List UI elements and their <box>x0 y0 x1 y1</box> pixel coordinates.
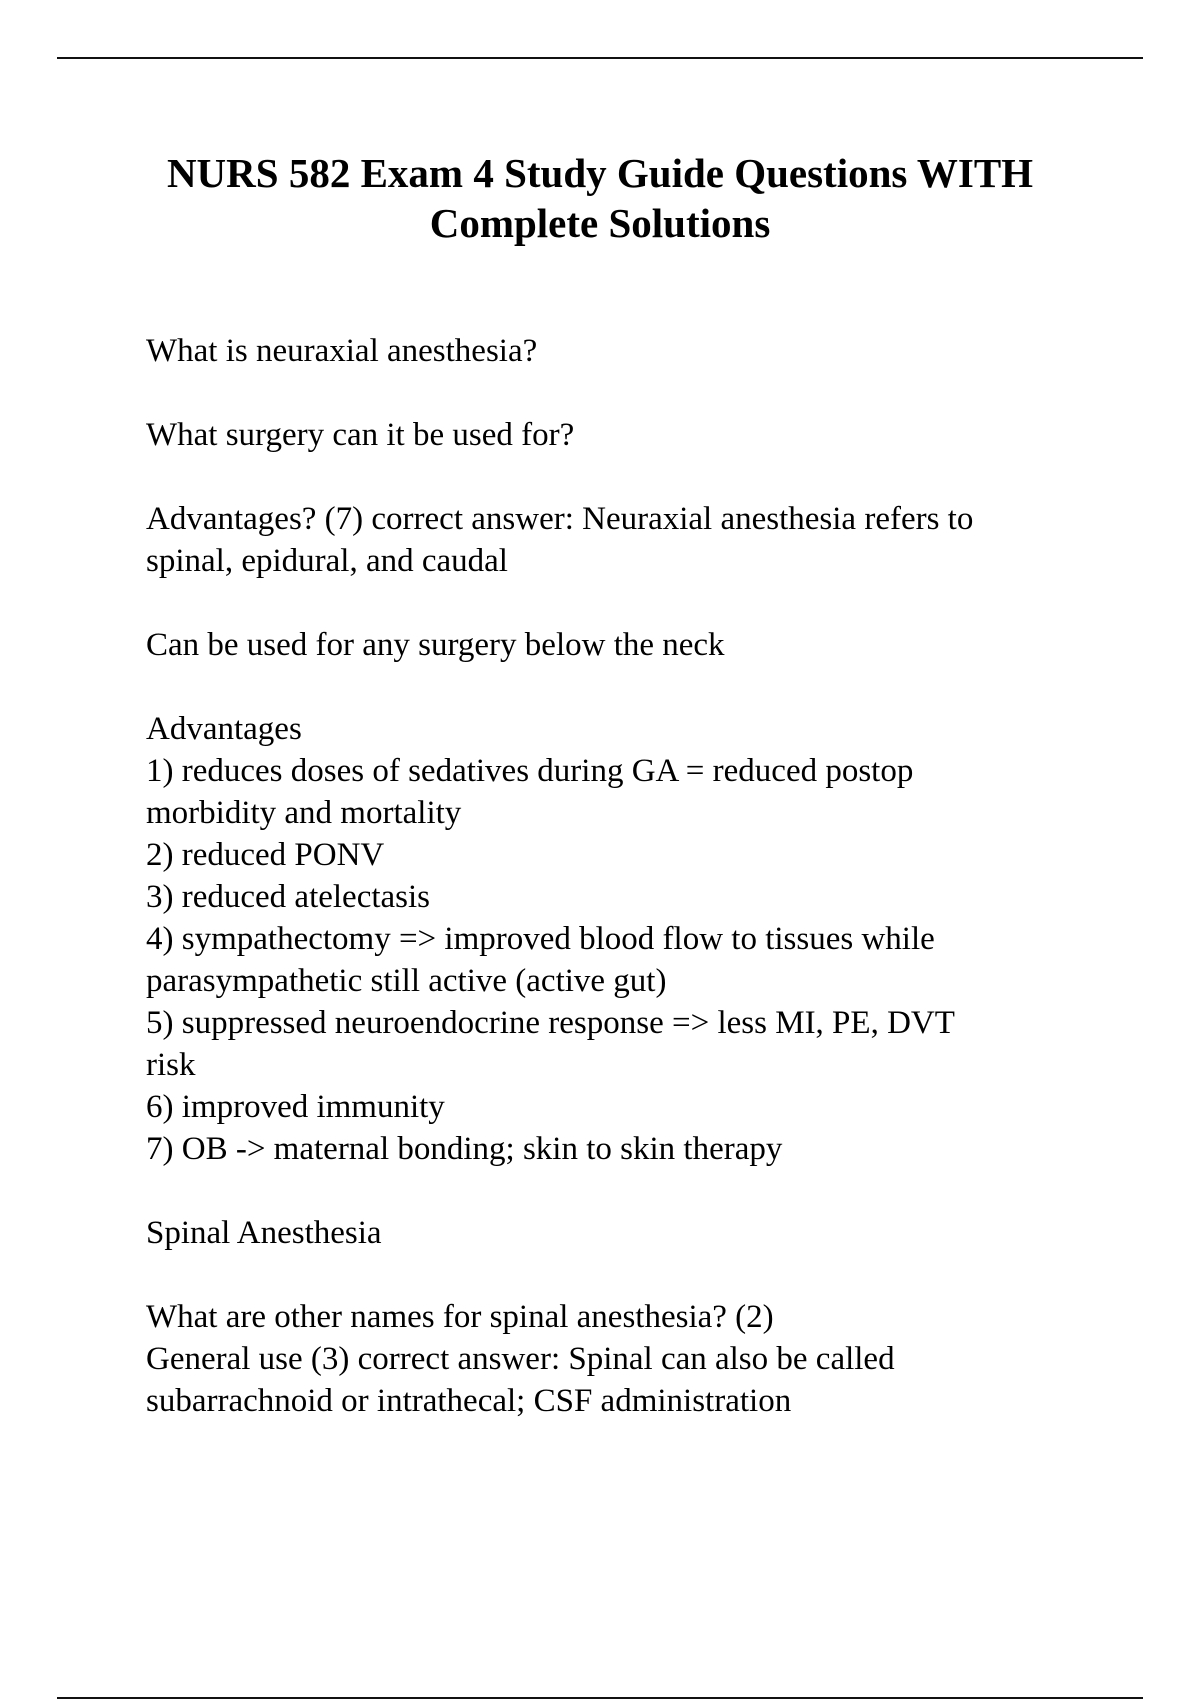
advantage-5-line-1: 5) suppressed neuroendocrine response => less MI, PE, DVT <box>146 1005 955 1041</box>
spinal-heading-block <box>146 1212 1106 1254</box>
question-spinal-line-1: What are other names for spinal anesthesia? (2) <box>146 1299 774 1335</box>
advantage-4-line-1: 4) sympathectomy => improved blood flow to tissues while <box>146 921 935 957</box>
advantage-5-line-2: risk <box>146 1047 196 1083</box>
question-spinal-line-3: subarrachnoid or intrathecal; CSF administration <box>146 1383 792 1419</box>
advantage-4-line-2: parasympathetic still active (active gut) <box>146 963 667 999</box>
question-neuraxial-text: What is neuraxial anesthesia? <box>146 333 538 369</box>
answer-surgery <box>146 624 1106 666</box>
page-title <box>100 148 1100 248</box>
advantage-6: 6) improved immunity <box>146 1089 445 1125</box>
document-body <box>146 330 1106 1464</box>
title-line-2: Complete Solutions <box>429 200 771 246</box>
question-surgery <box>146 414 1106 456</box>
question-neuraxial <box>146 330 1106 372</box>
advantages-heading: Advantages <box>146 711 302 747</box>
top-rule <box>57 57 1143 59</box>
advantage-1-line-1: 1) reduces doses of sedatives during GA = reduced postop <box>146 753 914 789</box>
question-spinal <box>146 1296 1106 1422</box>
advantages-list <box>146 708 1106 1170</box>
answer-surgery-text: Can be used for any surgery below the neck <box>146 627 725 663</box>
question-advantages-line-2: spinal, epidural, and caudal <box>146 543 508 579</box>
question-advantages <box>146 498 1106 582</box>
bottom-rule <box>57 1697 1143 1699</box>
question-spinal-line-2: General use (3) correct answer: Spinal can also be called <box>146 1341 895 1377</box>
question-surgery-text: What surgery can it be used for? <box>146 417 575 453</box>
advantage-7: 7) OB -> maternal bonding; skin to skin therapy <box>146 1131 783 1167</box>
advantage-3: 3) reduced atelectasis <box>146 879 431 915</box>
title-line-1: NURS 582 Exam 4 Study Guide Questions WITH <box>166 150 1034 196</box>
spinal-heading: Spinal Anesthesia <box>146 1215 382 1251</box>
advantage-2: 2) reduced PONV <box>146 837 385 873</box>
question-advantages-line-1: Advantages? (7) correct answer: Neuraxial anesthesia refers to <box>146 501 974 537</box>
advantage-1-line-2: morbidity and mortality <box>146 795 462 831</box>
